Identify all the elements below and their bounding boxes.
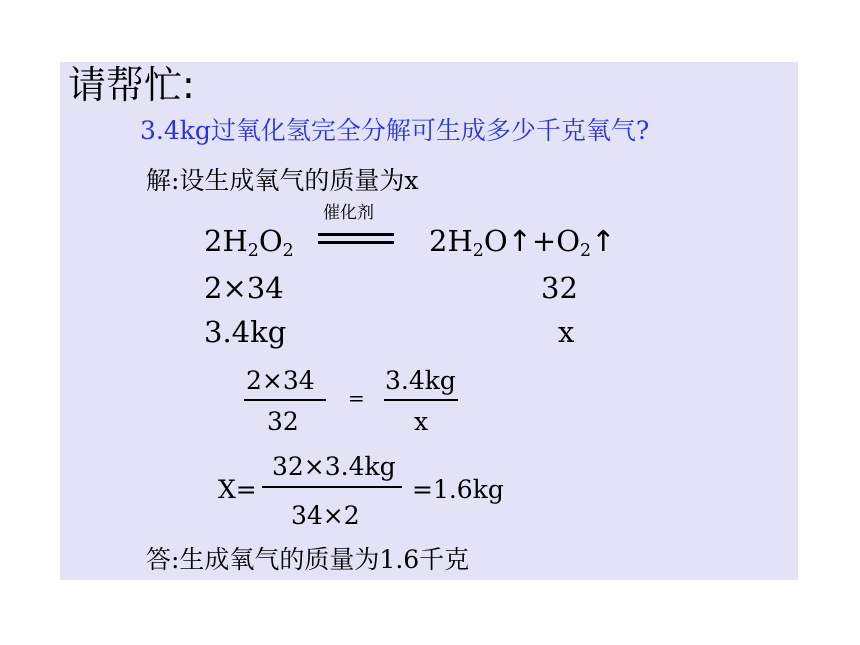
proportion-den1: 32 [267, 407, 299, 436]
reaction-line-top [318, 233, 394, 236]
fraction-bar-1 [244, 399, 326, 401]
gas-arrow-icon: ↑ [507, 224, 532, 258]
masses-right: 32 [541, 271, 578, 305]
proportion-num2: 3.4kg [385, 366, 456, 395]
solution-intro: 解:设生成氧气的质量为x [146, 166, 419, 195]
calc-lhs: X= [218, 475, 257, 504]
reactant-o: O [258, 224, 283, 258]
reactant-formula [204, 224, 294, 262]
plus-oxygen: +O [531, 224, 580, 258]
fraction-bar-3 [262, 486, 402, 488]
reaction-line-bottom [318, 241, 394, 244]
product1-sub: 2 [472, 241, 484, 262]
product1-coef: 2H [429, 224, 473, 258]
proportion-equals: = [348, 386, 365, 410]
fraction-bar-2 [384, 399, 458, 401]
gas-arrow-icon-2: ↑ [591, 224, 616, 258]
masses-left: 2×34 [204, 271, 284, 305]
given-left: 3.4kg [204, 315, 287, 349]
question-text: 3.4kg过氧化氢完全分解可生成多少千克氧气? [140, 116, 650, 145]
given-right: x [558, 315, 575, 349]
calc-result: =1.6kg [412, 475, 504, 504]
answer-text: 答:生成氧气的质量为1.6千克 [146, 545, 470, 574]
calc-denominator: 34×2 [291, 501, 360, 530]
reactant-coef: 2H [204, 224, 248, 258]
proportion-num1: 2×34 [246, 366, 315, 395]
calc-numerator: 32×3.4kg [272, 452, 396, 481]
product-formula [429, 224, 616, 262]
slide-title: 请帮忙: [68, 63, 195, 107]
catalyst-label: 催化剂 [323, 203, 374, 223]
reactant-sub1: 2 [247, 241, 259, 262]
product2-sub: 2 [580, 241, 592, 262]
reactant-sub2: 2 [282, 241, 294, 262]
product1-o: O [483, 224, 508, 258]
proportion-den2: x [414, 407, 429, 436]
